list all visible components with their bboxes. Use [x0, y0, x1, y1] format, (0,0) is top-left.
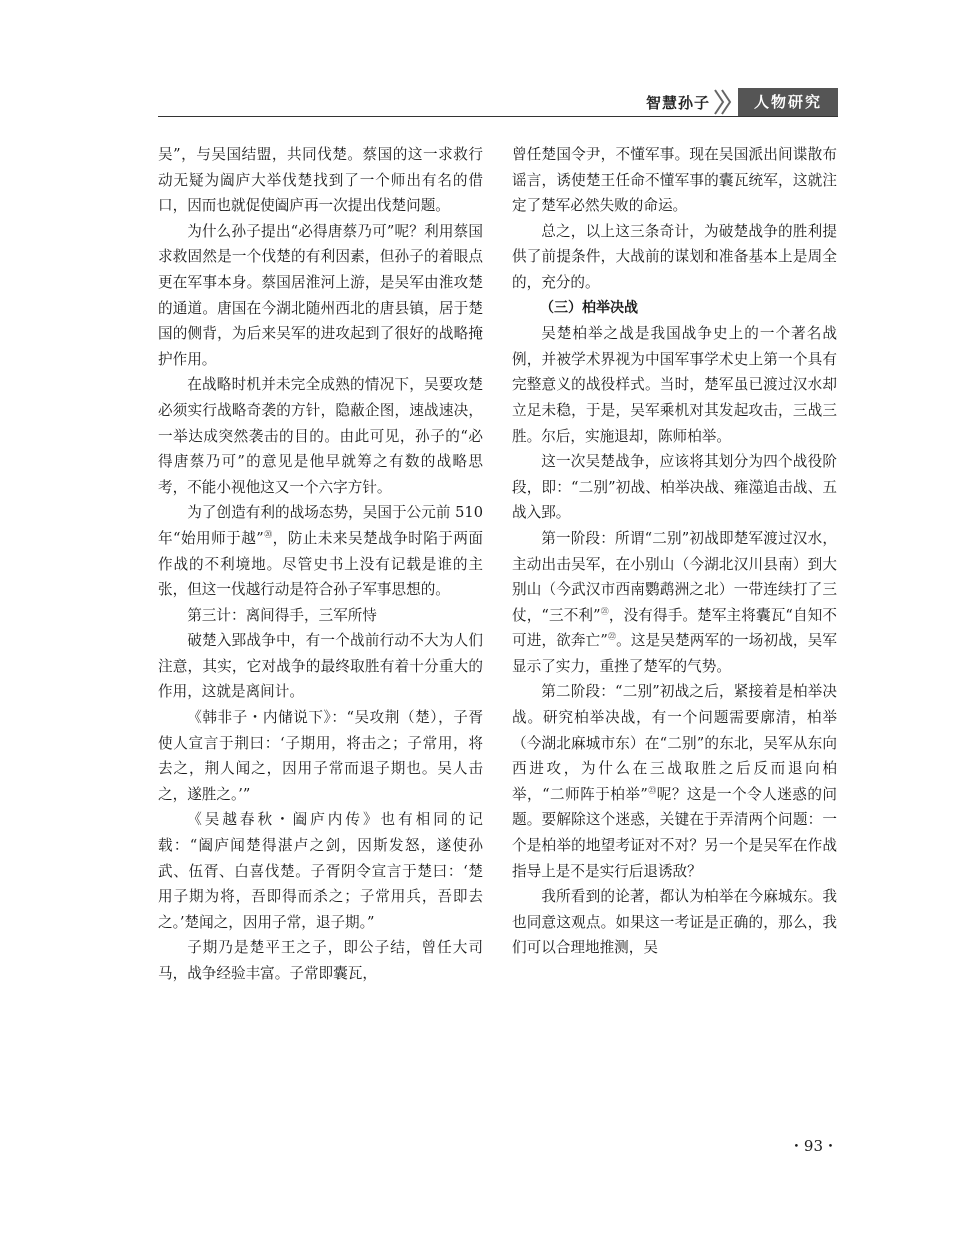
paragraph [512, 679, 837, 884]
paragraph-text: 总之，以上这三条奇计，为破楚战争的胜利提供了前提条件，大战前的谋划和准备基本上是周全的，充分的。 [512, 222, 837, 291]
paragraph-text: 为了创造有利的战场态势，吴国于公元前 510 年“始用师于越” [158, 504, 483, 547]
paragraph-text: 《吴越春秋・阖庐内传》也有相同的记载：“阖庐闻楚得湛卢之剑，因斯发怒，遂使孙武、伍胥、白喜伐楚。子胥阴令宣言于楚曰：‘楚用子期为将，吾即得而杀之；子常用兵，吾即去之。’楚闻之，因用子常，退子期。” [158, 811, 483, 931]
paragraph-text: 在战略时机并未完全成熟的情况下，吴要攻楚必须实行战略奇袭的方针，隐蔽企图，速战速决，一举达成突然袭击的目的。由此可见，孙子的“必得唐蔡乃可”的意见是他早就筹之有数的战略思考，不能小视他这又一个六字方针。 [158, 376, 483, 496]
paragraph [158, 628, 483, 705]
paragraph [512, 526, 837, 680]
paragraph-text: 破楚入郢战争中，有一个战前行动不大为人们注意，其实，它对战争的最终取胜有着十分重大的作用，这就是离间计。 [158, 632, 483, 701]
paragraph [512, 884, 837, 961]
paragraph-text: 我所看到的论著，都认为柏举在今麻城东。我也同意这观点。如果这一考证是正确的，那么，我们可以合理地推测，吴 [512, 888, 837, 957]
paragraph-text: ，防止未来吴楚战争时陷于两面作战的不利境地。尽管史书上没有记载是谁的主张，但这一伐越行动是符合孙子军事思想的。 [158, 529, 483, 599]
paragraph-text: 这一次吴楚战争，应该将其划分为四个战役阶段，即：“二别”初战、柏举决战、雍澨追击战、五战入郢。 [512, 453, 837, 522]
paragraph-text: 。这是吴楚两军的一场初战，吴军显示了实力，重挫了楚军的气势。 [512, 632, 837, 675]
paragraph-text: 为什么孙子提出“必得唐蔡乃可”呢？利用蔡国求救固然是一个伐楚的有利因素，但孙子的着眼点更在军事本身。蔡国居淮河上游，是吴军由淮攻楚的通道。唐国在今湖北随州西北的唐县镇，居于楚国的侧背，为后来吴军的进攻起到了很好的战略掩护作用。 [158, 222, 483, 368]
footnote-marker: ㉒ [607, 632, 617, 642]
paragraph-text: 曾任楚国令尹，不懂军事。现在吴国派出间谍散布谣言，诱使楚王任命不懂军事的囊瓦统军，这就注定了楚军必然失败的命运。 [512, 146, 837, 215]
paragraph [158, 807, 483, 935]
paragraph [158, 219, 483, 373]
footnote-marker: ⑳ [263, 530, 273, 540]
paragraph [512, 142, 837, 219]
paragraph-text: 第一阶段：所谓“二别”初战即楚军渡过汉水，主动出击吴军，在小别山（今湖北汉川县南）到大别山（今武汉市西南鹦鹉洲之北）一带连续打了三仗，“三不利” [512, 529, 837, 624]
header-section-title: 人物研究 [738, 88, 838, 116]
paragraph-text: ，没有得手。楚军主将囊瓦“自知不可进，欲奔亡” [512, 606, 838, 650]
paragraph [158, 705, 483, 807]
paragraph-text: 第二阶段：“二别”初战之后，紧接着是柏举决战。研究柏举决战，有一个问题需要廓清，柏举（今湖北麻城市东）在“二别”的东北，吴军从东向西进攻，为什么在三战取胜之后反而退向柏举，“二师阵于柏举” [512, 683, 837, 803]
paragraph [158, 500, 483, 602]
paragraph-text: 吴楚柏举之战是我国战争史上的一个著名战例，并被学术界视为中国军事学术史上第一个具有完整意义的战役样式。当时，楚军虽已渡过汉水却立足未稳，于是，吴军乘机对其发起攻击，三战三胜。尔后，实施退却，陈师柏举。 [512, 325, 837, 445]
chevron-right-icon [712, 88, 734, 116]
paragraph [158, 142, 483, 219]
footnote-marker: ㉑ [600, 606, 609, 616]
paragraph-text: 呢？这是一个令人迷惑的问题。要解除这个迷惑，关键在于弄清两个问题：一个是柏举的地望考证对不对？另一个是吴军在作战指导上是不是实行后退诱敌？ [512, 785, 837, 880]
header-journal-title: 智慧孙子 [645, 94, 710, 112]
paragraph [158, 935, 483, 986]
paragraph [158, 372, 483, 500]
section-heading [512, 296, 837, 322]
paragraph-text: 吴”，与吴国结盟，共同伐楚。蔡国的这一求救行动无疑为阖庐大举伐楚找到了一个师出有名的借口，因而也就促使阖庐再一次提出伐楚问题。 [158, 146, 483, 215]
paragraph [512, 449, 837, 526]
running-header [158, 88, 838, 118]
paragraph-text: 子期乃是楚平王之子，即公子结，曾任大司马，战争经验丰富。子常即囊瓦， [158, 939, 483, 982]
paragraph-text: 《韩非子・内储说下》：“吴攻荆（楚），子胥使人宣言于荆曰：‘子期用，将击之；子常用，将去之，荆人闻之，因用子常而退子期也。吴人击之，遂胜之。’” [158, 709, 483, 803]
paragraph-text: 第三计：离间得手，三军所恃 [187, 606, 377, 624]
paragraph-text: （三）柏举决战 [540, 299, 638, 316]
header-rule [158, 116, 838, 117]
page-number: ・93・ [788, 1137, 838, 1155]
left-text-column [158, 142, 483, 987]
paragraph [158, 603, 483, 629]
right-text-column [512, 142, 837, 961]
footnote-marker: ㉓ [647, 785, 657, 795]
paragraph [512, 219, 837, 296]
paragraph [512, 321, 837, 449]
